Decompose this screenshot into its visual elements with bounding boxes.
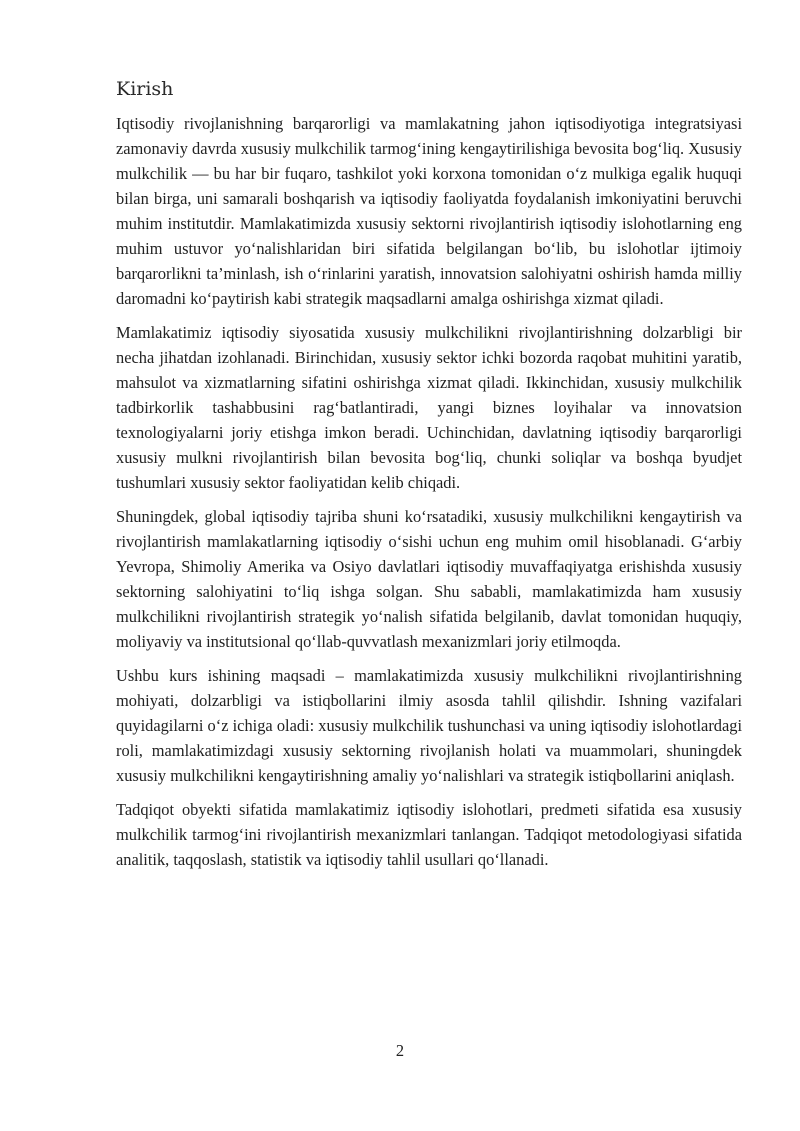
paragraph-4: Ushbu kurs ishining maqsadi – mamlakatimizda xususiy mulkchilikni rivojlantirishning mohiyati, dolzarbligi va istiqbollarini ilmiy asosda tahlil qilishdir. Ishning vazifalari quyidagilarni o‘z ichiga oladi: xususiy mulkchilik tushunchasi va uning iqtisodiy islohotlardagi roli, mamlakatimizdagi xususiy sektorning rivojlanish holati va muammolari, shuningdek xususiy mulkchilikni kengaytirishning amaliy yo‘nalishlari va strategik istiqbollarini aniqlash. — [116, 666, 742, 785]
paragraph-2: Mamlakatimiz iqtisodiy siyosatida xususiy mulkchilikni rivojlantirishning dolzarbligi bir necha jihatdan izohlanadi. Birinchidan, xususiy sektor ichki bozorda raqobat muhitini yaratib, mahsulot va xizmatlarning sifatini oshirishga xizmat qiladi. Ikkinchidan, xususiy mulkchilik tadbirkorlik tashabbusini rag‘batlantiradi, yangi biznes loyihalar va innovatsion texnologiyalarni joriy etishga imkon beradi. Uchinchidan, davlatning iqtisodiy barqarorligi xususiy mulkni rivojlantirish bilan bevosita bog‘liq, chunki soliqlar va boshqa byudjet tushumlari xususiy sektor faoliyatidan kelib chiqadi. — [116, 323, 742, 492]
document-page — [116, 76, 742, 881]
paragraph-5: Tadqiqot obyekti sifatida mamlakatimiz iqtisodiy islohotlari, predmeti sifatida esa xususiy mulkchilik tarmog‘ini rivojlantirish mexanizmlari tanlangan. Tadqiqot metodologiyasi sifatida analitik, taqqoslash, statistik va iqtisodiy tahlil usullari qo‘llanadi. — [116, 800, 742, 869]
paragraph-1: Iqtisodiy rivojlanishning barqarorligi va mamlakatning jahon iqtisodiyotiga integratsiyasi zamonaviy davrda xususiy mulkchilik tarmog‘ining kengaytirilishiga bevosita bog‘liq. Xususiy mulkchilik — bu har bir fuqaro, tashkilot yoki korxona tomonidan o‘z mulkiga egalik huquqi bilan birga, uni samarali boshqarish va iqtisodiy faoliyatda foydalanish imkoniyatini beruvchi muhim institutdir. Mamlakatimizda xususiy sektorni rivojlantirish iqtisodiy islohotlarning eng muhim ustuvor yo‘nalishlaridan biri sifatida belgilangan bo‘lib, bu islohotlar ijtimoiy barqarorlikni ta’minlash, ish o‘rinlarini yaratish, innovatsion salohiyatni oshirish hamda milliy daromadni ko‘paytirish kabi strategik maqsadlarni amalga oshirishga xizmat qiladi. — [116, 114, 742, 308]
section-heading: Kirish — [116, 78, 174, 100]
paragraph-3: Shuningdek, global iqtisodiy tajriba shuni ko‘rsatadiki, xususiy mulkchilikni kengaytirish va rivojlantirish mamlakatlarning iqtisodiy o‘sishi uchun eng muhim omil hisoblanadi. G‘arbiy Yevropa, Shimoliy Amerika va Osiyo davlatlari iqtisodiy muvaffaqiyatga erishishda xususiy sektorning salohiyatini to‘liq ishga solgan. Shu sababli, mamlakatimizda ham xususiy mulkchilikni rivojlantirish strategik yo‘nalish sifatida belgilanib, davlat tomonidan huquqiy, moliyaviy va institutsional qo‘llab-quvvatlash mexanizmlari joriy etilmoqda. — [116, 507, 742, 651]
page-number: 2 — [395, 1041, 405, 1060]
